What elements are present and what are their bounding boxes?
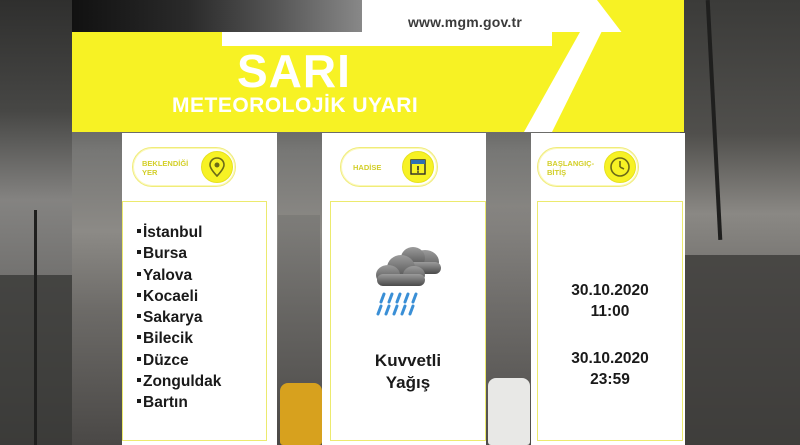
hazard-pill bbox=[340, 147, 438, 187]
skyline-right bbox=[680, 255, 800, 445]
end-time: 23:59 bbox=[590, 371, 630, 388]
warning-sign-icon bbox=[402, 151, 434, 183]
website-url: www.mgm.gov.tr bbox=[407, 14, 522, 30]
period-box bbox=[537, 201, 683, 441]
region-pill bbox=[132, 147, 236, 187]
hazard-line2: Yağış bbox=[385, 373, 431, 392]
period-label-line2: BİTİŞ bbox=[547, 168, 567, 177]
location-pin-icon bbox=[201, 151, 233, 183]
hazard-line1: Kuvvetli bbox=[374, 351, 442, 370]
header-rain-photo bbox=[72, 0, 362, 32]
clock-icon bbox=[604, 151, 636, 183]
region-label-line1: BEKLENDİĞİ bbox=[142, 159, 189, 168]
start-block bbox=[538, 280, 682, 322]
warning-subtitle: METEOROLOJİK UYARI bbox=[172, 94, 419, 117]
list-item: Sakarya bbox=[137, 307, 221, 328]
heavy-rain-cloud-icon bbox=[371, 242, 447, 324]
street-lamp-left bbox=[34, 210, 37, 445]
warning-level-title: SARI bbox=[237, 45, 351, 97]
region-panel bbox=[122, 133, 277, 445]
start-date: 30.10.2020 bbox=[571, 282, 649, 299]
hazard-panel bbox=[322, 133, 486, 445]
hazard-description bbox=[331, 350, 485, 394]
hazard-box bbox=[330, 201, 486, 441]
warning-header bbox=[72, 0, 684, 132]
region-label-line2: YER bbox=[142, 168, 158, 177]
yellow-taxi bbox=[280, 383, 322, 445]
list-item: Bartın bbox=[137, 392, 221, 413]
list-item: Bilecik bbox=[137, 328, 221, 349]
list-item: Kocaeli bbox=[137, 286, 221, 307]
city-list bbox=[137, 222, 221, 414]
end-date: 30.10.2020 bbox=[571, 350, 649, 367]
period-panel bbox=[531, 133, 685, 445]
region-box bbox=[122, 201, 267, 441]
list-item: İstanbul bbox=[137, 222, 221, 243]
period-label-line1: BAŞLANGIÇ- bbox=[547, 159, 595, 168]
list-item: Zonguldak bbox=[137, 371, 221, 392]
end-block bbox=[538, 348, 682, 390]
list-item: Bursa bbox=[137, 243, 221, 264]
hazard-label: HADİSE bbox=[353, 163, 382, 172]
start-time: 11:00 bbox=[590, 303, 630, 320]
list-item: Düzce bbox=[137, 350, 221, 371]
period-pill bbox=[537, 147, 639, 187]
white-car bbox=[488, 378, 530, 445]
list-item: Yalova bbox=[137, 265, 221, 286]
